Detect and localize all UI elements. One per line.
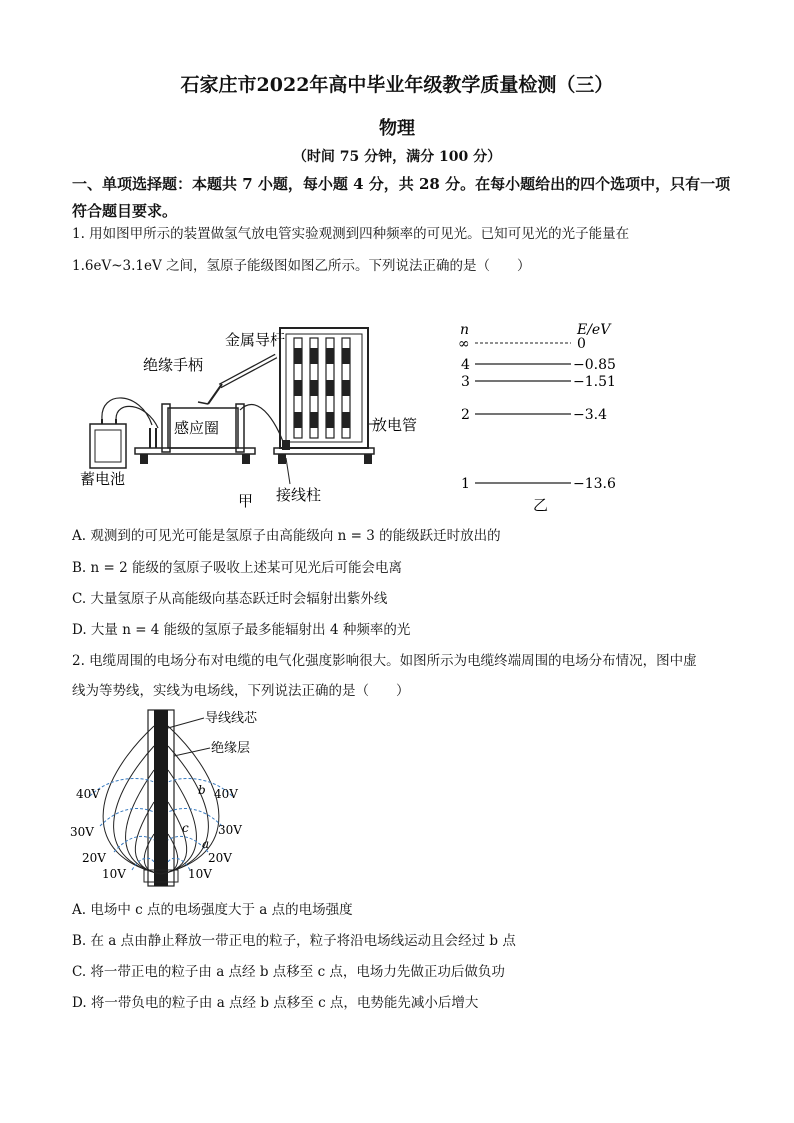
level-n-label: 3 <box>461 374 470 390</box>
voltage-right-30: 30V <box>218 823 242 837</box>
label-tube: 放电管 <box>372 416 418 434</box>
level-n-label: ∞ <box>458 336 470 352</box>
q1-option-d[interactable]: D. 大量 n = 4 能级的氢原子最多能辐射出 4 种频率的光 <box>72 622 411 638</box>
q2-option-c[interactable]: C. 将一带正电的粒子由 a 点经 b 点移至 c 点，电场力先做正功后做负功 <box>72 964 505 980</box>
level-e-label: −0.85 <box>573 357 616 373</box>
level-n-label: 4 <box>461 357 470 373</box>
q2-stem-line2: 线为等势线，实线为电场线，下列说法正确的是（ ） <box>72 683 410 699</box>
time-info: （时间 75 分钟，满分 100 分） <box>292 149 502 165</box>
terminal-post <box>282 440 290 450</box>
exam-title: 石家庄市2022年高中毕业年级教学质量检测（三） <box>180 74 614 96</box>
level-n-label: 2 <box>461 407 470 423</box>
caption-yi: 乙 <box>533 496 549 514</box>
q1-option-b[interactable]: B. n = 2 能级的氢原子吸收上述某可见光后可能会电离 <box>72 560 402 576</box>
q2-option-b[interactable]: B. 在 a 点由静止释放一带正电的粒子，粒子将沿电场线运动且会经过 b 点 <box>72 933 516 949</box>
level-inf <box>458 336 586 352</box>
q1-stem-line2: 1.6eV~3.1eV 之间，氢原子能级图如图乙所示。下列说法正确的是（ ） <box>72 258 531 274</box>
level-1 <box>461 476 616 492</box>
label-insulation: 绝缘层 <box>211 741 251 756</box>
subject-title: 物理 <box>379 118 415 139</box>
figure-yi-energy-levels <box>455 318 655 518</box>
voltage-left-10: 10V <box>102 867 126 881</box>
label-terminal: 接线柱 <box>276 486 322 504</box>
voltage-left-30: 30V <box>70 825 94 839</box>
axis-n: n <box>460 322 470 338</box>
point-b: b <box>198 783 206 797</box>
cable-core <box>154 710 168 886</box>
section-heading: 一、单项选择题：本题共 7 小题，每小题 4 分，共 28 分。在每小题给出的四个选项中，只有一项符合题目要求。 <box>72 175 731 220</box>
level-3 <box>461 374 616 390</box>
voltage-left-40: 40V <box>76 787 100 801</box>
point-a: a <box>202 837 210 851</box>
level-e-label: −3.4 <box>573 407 607 423</box>
q1-option-a[interactable]: A. 观测到的可见光可能是氢原子由高能级向 n = 3 的能级跃迁时放出的 <box>72 528 501 544</box>
voltage-right-40: 40V <box>214 787 238 801</box>
caption-jia: 甲 <box>238 492 254 510</box>
point-c: c <box>182 821 189 835</box>
figure-jia <box>80 320 440 510</box>
voltage-right-20: 20V <box>208 851 232 865</box>
label-rod: 金属导杆 <box>225 331 286 349</box>
level-e-label: −1.51 <box>573 374 616 390</box>
label-handle: 绝缘手柄 <box>143 356 204 374</box>
level-n-label: 1 <box>461 476 470 492</box>
figure-cable-field <box>70 706 310 892</box>
q1-stem-line1: 1. 用如图甲所示的装置做氢气放电管实验观测到四种频率的可见光。已知可见光的光子能量在 <box>72 226 630 242</box>
label-coil: 感应圈 <box>174 419 220 437</box>
q2-option-a[interactable]: A. 电场中 c 点的电场强度大于 a 点的电场强度 <box>72 902 353 918</box>
q1-option-c[interactable]: C. 大量氢原子从高能级向基态跃迁时会辐射出紫外线 <box>72 591 388 607</box>
level-e-label: 0 <box>577 336 586 352</box>
discharge-tubes <box>294 338 350 438</box>
label-core: 导线线芯 <box>205 711 258 726</box>
axis-e: E/eV <box>577 322 611 338</box>
q2-option-d[interactable]: D. 将一带负电的粒子由 a 点经 b 点移至 c 点，电势能先减小后增大 <box>72 995 479 1011</box>
discharge-tube-frame <box>280 328 368 448</box>
voltage-left-20: 20V <box>82 851 106 865</box>
q2-stem-line1: 2. 电缆周围的电场分布对电缆的电气化强度影响很大。如图所示为电缆终端周围的电场分布情况，图中虚 <box>72 653 697 669</box>
label-battery: 蓄电池 <box>80 470 126 488</box>
level-4 <box>461 357 616 373</box>
level-e-label: −13.6 <box>573 476 616 492</box>
level-2 <box>461 407 607 423</box>
voltage-right-10: 10V <box>188 867 212 881</box>
